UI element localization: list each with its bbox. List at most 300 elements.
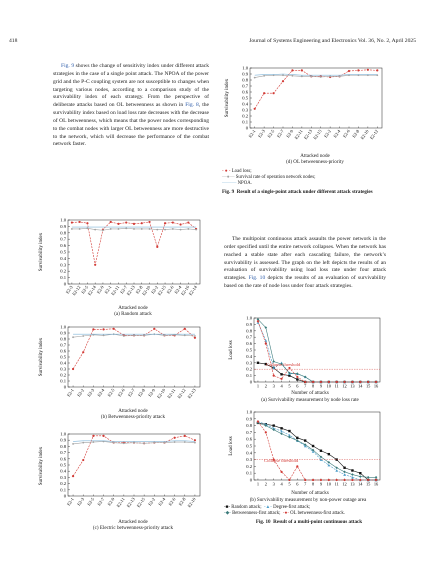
fig9c-xtick-label: E2-9	[106, 496, 116, 507]
fig10a-series-ol-point	[367, 381, 369, 383]
fig9c-series-survival-point	[184, 441, 186, 443]
fig9c-series-load-loss-point	[72, 475, 74, 477]
fig10a-xtick-label: 5	[288, 383, 291, 389]
fig10a-xtick-label: 16	[373, 383, 379, 389]
fig10a-ytick-label: 0.4	[246, 353, 252, 359]
fig10b-xtick-label: 13	[350, 481, 355, 487]
fig10b-frame	[254, 412, 380, 480]
fig10a-plot	[246, 316, 380, 389]
fig9c-xtick-label: E2-5	[86, 496, 96, 507]
fig9a-series-survival-point	[94, 229, 96, 231]
fig9d-ytick-label: 0.4	[242, 101, 248, 107]
fig9d-subcaption: (d) OL betweenness-priority	[286, 159, 344, 165]
fig9c-series-load-loss-point	[92, 435, 94, 437]
fig10a-series-ol-point	[343, 381, 345, 383]
fig9d-ytick-label: 1.0	[242, 65, 248, 71]
fig9a-xtick-label: E2-6	[165, 284, 175, 295]
fig9b-series-survival-point	[82, 335, 84, 337]
fig10b-series-ol-line	[258, 422, 376, 480]
fig10b-series-ol-point	[359, 479, 361, 481]
fig9c-series-load-loss-point	[184, 435, 186, 437]
fig9a-xtick-label: E2-2	[150, 284, 160, 295]
fig10b-series-ol-point	[320, 479, 322, 481]
fig9c-series-load-loss-point	[82, 459, 84, 461]
fig10a-series-ol-line	[258, 321, 376, 382]
fig8-ref-link[interactable]: Fig. 8	[185, 102, 199, 109]
fig10b-series-random-point	[312, 445, 314, 447]
fig9a-series-load-loss-point	[141, 222, 143, 224]
fig9-legend-load-loss: - ● - Load loss;	[222, 169, 252, 174]
fig10b-xtick-label: 8	[311, 481, 315, 487]
fig9-legend-npoa: ——— NPOA.	[222, 181, 252, 186]
fig9b-xtick-label: E2-4	[96, 387, 106, 398]
fig9c-series-survival-point	[143, 442, 145, 444]
fig10a-series-degree-line	[258, 322, 376, 382]
fig9c-ytick-label: 0.2	[60, 481, 66, 487]
fig9c-ytick-label: 1.0	[60, 431, 66, 437]
fig9a-xtick-label: E2-3	[64, 284, 74, 295]
fig10a-series-ol-point	[257, 320, 259, 322]
fig10a-xtick-label: 10	[326, 383, 332, 389]
fig9c-ylabel: Survivability index	[39, 446, 44, 486]
fig9d-series-load-loss-point	[254, 108, 256, 110]
fig9b-series-load-loss-point	[92, 328, 94, 330]
fig9b-xtick-label: E2-11	[166, 387, 177, 400]
fig10b-xtick-label: 14	[358, 481, 363, 487]
fig10b-xtick-label: 5	[288, 481, 291, 487]
fig10a-threshold-label: Collapse threshold	[266, 362, 301, 367]
fig10b-ytick-label: 0.7	[246, 429, 252, 435]
fig9b-xtick-label: E2-13	[186, 387, 197, 400]
fig9c-series-survival-point	[153, 442, 155, 444]
fig10b-ytick-label: 0.2	[246, 463, 252, 469]
fig9c-xlabel: Attacked node	[118, 519, 148, 525]
fig9c-ytick-label: 0.8	[60, 443, 66, 449]
fig10a-series-ol-point	[273, 375, 275, 377]
fig9c-xtick-label: E2-1	[65, 496, 75, 507]
fig9a-series-load-loss-point	[148, 221, 150, 223]
fig9c-series-survival-point	[123, 442, 125, 444]
fig9a-xtick-label: E2-7	[119, 284, 129, 295]
fig10b-xtick-label: 7	[304, 481, 307, 487]
fig9a-series-survival-point	[164, 229, 166, 231]
fig9a-series-survival-point	[133, 228, 135, 230]
fig9a-series-load-loss-point	[164, 222, 166, 224]
fig9c-series-survival-point	[174, 441, 176, 443]
fig9d-series-survival-point	[282, 74, 284, 76]
fig9c-series-survival-point	[82, 442, 84, 444]
fig10b-series-random-point	[280, 427, 282, 429]
fig9c-xtick-label: E2-2	[147, 496, 157, 507]
fig9d-series-load-loss-point	[272, 92, 274, 94]
fig9b-xtick-label: E2-6	[116, 387, 126, 398]
fig9b-ytick-label: 0.7	[60, 342, 66, 348]
fig10b-series-ol-point	[343, 479, 345, 481]
left-text-part1: shows the change of sensitivity index under different attack strategies in the case of a single point attack. The NPOA of the power grid and the P-C coupling system are not susceptible to changes when targeting various nodes, according to a comparison study of the survivability index of each strategy. From the perspective of deliberate attacks based on OL betweenness as shown in	[53, 63, 209, 109]
fig9a-series-load-loss-point	[172, 221, 174, 223]
fig9a-xtick-label: E2-16	[179, 284, 191, 297]
fig10a-xtick-label: 9	[319, 383, 323, 389]
fig10-legend-betweenness: Betweenness-first attack;	[232, 511, 281, 516]
fig9a-series-load-loss-point	[125, 221, 127, 223]
right-text-part2: depicts the results of an evaluation of survivability based on the rate of node loss under four attack strategies.	[224, 275, 386, 290]
fig9a-xtick-label: E2-1	[103, 284, 113, 295]
fig9a-ytick-label: 0.6	[60, 243, 66, 249]
fig9d-xtick-label: E2-9	[285, 128, 295, 139]
fig9c-ytick-label: 0.3	[60, 474, 66, 480]
fig10b-xtick-label: 11	[334, 481, 339, 487]
fig10a-ytick-label: 0.1	[246, 373, 252, 379]
fig9a-chart	[36, 216, 206, 306]
fig10b-xtick-label: 2	[264, 481, 267, 487]
fig9d-xtick-label: E2-7	[275, 128, 285, 139]
fig10a-xtick-label: 1	[256, 383, 260, 389]
fig9b-ytick-label: 0	[63, 384, 66, 390]
fig10b-series-ol-point	[265, 431, 267, 433]
fig9d-xtick-label: E2-6	[341, 128, 351, 139]
fig10a-series-random-point	[257, 362, 259, 364]
fig9b-series-load-loss-point	[153, 328, 155, 330]
fig10b-series-betweenness-point	[280, 432, 283, 435]
fig9a-ytick-label: 0.1	[60, 275, 66, 281]
fig9b-series-survival-point	[123, 335, 125, 337]
fig9d-series-survival-point	[310, 76, 312, 78]
left-text-part2: , the survivability index based on load loss rate decreases with the decrease of OL betweenness, which means that the power nodes corresponding to the combat nodes with larger OL betweenness are more destructive to the network, which will decrease the performance of the combat network faster.	[53, 102, 209, 148]
fig10b-series-betweenness-point	[367, 476, 370, 479]
fig9c-subcaption: (c) Electric betweenness-priority attack	[92, 525, 174, 531]
fig10b-subcaption: (b) Survivability measurement by non-power outage area	[249, 497, 367, 503]
fig10a-series-ol-point	[351, 381, 353, 383]
fig9-caption	[222, 189, 392, 195]
fig10a-ylabel: Load loss	[229, 340, 234, 360]
fig9a-series-load-loss-point	[71, 221, 73, 223]
fig9a-xtick-label: E2-13	[125, 284, 136, 297]
fig10b-xtick-label: 10	[326, 481, 332, 487]
fig9a-xtick-label: E2-4	[173, 284, 183, 295]
fig9d-ytick-label: 0.9	[242, 71, 248, 77]
fig10a-chart	[224, 314, 394, 394]
fig10b-series-ol-point	[367, 479, 369, 481]
fig10b-series-betweenness-point	[343, 471, 346, 474]
fig9-legend-survival: —●— Survival rate of operation network nodes;	[222, 175, 316, 180]
fig10b-ytick-label: 0.3	[246, 457, 252, 463]
fig9d-xtick-label: E2-10	[359, 128, 370, 141]
fig9b-series-load-loss-point	[82, 351, 84, 353]
fig9b-xtick-label: E2-5	[106, 387, 116, 398]
fig10b-series-ol-point	[257, 420, 259, 422]
fig9d-ytick-label: 0.8	[242, 77, 248, 83]
fig10b-series-betweenness-point	[359, 475, 362, 478]
fig9b-series-load-loss-point	[102, 328, 104, 330]
fig9a-series-survival-point	[187, 228, 189, 230]
fig9b-series-survival-point	[164, 335, 166, 337]
fig10b-series-betweenness-line	[258, 423, 376, 477]
fig10a-series-ol-point	[312, 381, 314, 383]
fig9c-ytick-label: 0.9	[60, 437, 66, 443]
fig10-ref-link[interactable]: Fig. 10	[248, 275, 266, 282]
fig10b-series-random-point	[320, 450, 322, 452]
fig10b-series-ol-point	[336, 479, 338, 481]
fig9d-xtick-label: E2-4	[332, 128, 342, 139]
fig9b-xtick-label: E2-10	[156, 387, 167, 400]
fig10b-xtick-label: 12	[342, 481, 347, 487]
fig10a-series-ol-point	[336, 381, 338, 383]
fig9d-xtick-label: E2-11	[293, 128, 304, 141]
fig9a-series-survival-point	[172, 228, 174, 230]
fig9c-ytick-label: 0.5	[60, 462, 66, 468]
fig10a-series-ol-point	[304, 381, 306, 383]
fig10a-xtick-label: 12	[342, 383, 347, 389]
fig9a-series-load-loss-point	[133, 223, 135, 225]
fig9c-xtick-label: E2-13	[125, 496, 136, 509]
fig9d-series-survival-point	[301, 76, 303, 78]
fig9d-ytick-label: 0.2	[242, 113, 248, 119]
fig10b-series-betweenness-point	[351, 473, 354, 476]
fig10a-series-ol-point	[359, 381, 361, 383]
fig10a-ytick-label: 0.3	[246, 360, 252, 366]
fig10b-series-random-point	[296, 437, 298, 439]
fig9b-series-survival-point	[103, 335, 105, 337]
fig9c-xtick-label: E2-4	[157, 496, 167, 507]
fig10a-xtick-label: 11	[334, 383, 339, 389]
fig10a-series-ol-point	[288, 367, 290, 369]
fig9d-series-survival-point	[263, 75, 265, 77]
fig10-legend-ol: OL betweenness-first attack.	[290, 511, 345, 516]
fig10a-ytick-label: 1.0	[246, 315, 252, 321]
fig10b-plot	[246, 410, 380, 487]
fig9a-series-survival-point	[102, 229, 104, 231]
fig9a-xtick-label: E2-14	[86, 284, 97, 297]
fig9d-xtick-label: E2-3	[256, 128, 266, 139]
fig9a-xtick-label: E2-8	[134, 284, 144, 295]
fig10a-series-ol-point	[328, 381, 330, 383]
fig10b-series-ol-point	[351, 479, 353, 481]
fig9b-ytick-label: 0.9	[60, 330, 66, 336]
fig9a-xtick-label: E2-9	[95, 284, 105, 295]
fig10b-series-ol-point	[296, 465, 298, 467]
fig10b-xtick-label: 6	[296, 481, 299, 487]
fig9a-series-survival-point	[79, 228, 81, 230]
fig9d-ylabel: Survivability index	[225, 78, 230, 118]
fig10b-xtick-label: 16	[373, 481, 379, 487]
fig9a-ytick-label: 0	[63, 281, 66, 287]
fig9d-series-survival-point	[320, 76, 322, 78]
fig10b-series-ol-point	[312, 479, 314, 481]
fig9a-ytick-label: 0.4	[60, 255, 66, 261]
fig9-legend	[222, 169, 392, 187]
fig9b-subcaption: (b) Betweenness-priority attack	[100, 414, 166, 420]
fig9d-plot	[242, 66, 382, 141]
fig9b-ytick-label: 0.1	[60, 378, 66, 384]
fig10-legend-row2: -◆- Betweenness-first attack; -●- OL betweenness-first attack.	[224, 511, 345, 516]
fig10a-xtick-label: 8	[311, 383, 315, 389]
fig10b-series-betweenness-point	[375, 476, 378, 479]
fig9b-ytick-label: 0.5	[60, 354, 66, 360]
fig9a-xtick-label: E2-14	[187, 284, 198, 297]
fig9c-ytick-label: 0.6	[60, 456, 66, 462]
fig9c-xtick-label: E2-7	[96, 496, 106, 507]
fig9d-series-load-loss-point	[376, 69, 378, 71]
fig10a-ytick-label: 0.8	[246, 328, 252, 334]
fig10a-series-random-point	[296, 378, 298, 380]
fig9d-series-survival-point	[254, 77, 256, 79]
fig10a-ytick-label: 0.5	[246, 347, 252, 353]
fig10-legend-row1: -■- Random attack; -▲- Degree-first attack;	[224, 505, 311, 510]
fig10a-series-ol-point	[296, 376, 298, 378]
fig10a-ytick-label: 0.9	[246, 321, 252, 327]
fig9-ref-link[interactable]: Fig. 9	[61, 63, 75, 69]
fig9d-series-load-loss-point	[357, 69, 359, 71]
fig9c-series-survival-point	[92, 441, 94, 443]
fig9a-ytick-label: 0.5	[60, 249, 66, 255]
fig10b-series-ol-point	[328, 479, 330, 481]
fig9a-subcaption: (a) Random attack	[114, 311, 152, 317]
fig9-caption-text: Result of a single-point attack under different attack strategies	[236, 189, 373, 195]
fig10a-ytick-label: 0.2	[246, 366, 252, 372]
fig9c-xtick-label: E2-11	[115, 496, 126, 509]
fig9c-series-load-loss-point	[174, 437, 176, 439]
fig10b-series-ol-point	[304, 479, 306, 481]
fig9a-xtick-label: E2-11	[110, 284, 121, 297]
fig9c-series-survival-point	[72, 443, 74, 445]
fig9c-series-survival-point	[164, 442, 166, 444]
fig9d-series-load-loss-point	[263, 92, 265, 94]
fig10b-series-random-point	[304, 439, 306, 441]
fig9c-plot	[60, 432, 200, 509]
fig9d-series-survival-point	[292, 75, 294, 77]
fig9b-series-load-loss-point	[113, 328, 115, 330]
fig9d-xtick-label: E2-1	[247, 128, 257, 139]
fig9d-ytick-label: 0.3	[242, 107, 248, 113]
fig9a-series-survival-point	[156, 229, 158, 231]
fig9d-ytick-label: 0.1	[242, 119, 248, 125]
fig10a-ytick-label: 0.6	[246, 341, 252, 347]
fig10a-xtick-label: 2	[264, 383, 267, 389]
fig9d-series-load-loss-point	[301, 69, 303, 71]
fig10b-series-ol-point	[375, 479, 377, 481]
fig9b-series-survival-point	[133, 335, 135, 337]
fig9a-ytick-label: 0.9	[60, 223, 66, 229]
fig9b-chart	[36, 323, 206, 409]
fig9a-ytick-label: 0.2	[60, 268, 66, 274]
fig9c-ytick-label: 0.4	[60, 468, 66, 474]
fig10-legend-random: Random attack;	[231, 505, 262, 510]
fig9c-series-survival-point	[113, 442, 115, 444]
fig9b-plot	[60, 325, 200, 400]
fig10b-threshold-label: Collapse threshold	[264, 458, 299, 463]
fig9b-ytick-label: 0.8	[60, 336, 66, 342]
fig10a-xtick-label: 3	[272, 383, 275, 389]
fig9a-plot	[60, 218, 200, 297]
fig10a-subcaption: (a) Survivability measurement by node loss rate	[261, 397, 359, 403]
fig9a-xtick-label: E2-15	[156, 284, 167, 297]
fig9d-xtick-label: E2-13	[302, 128, 314, 141]
fig10b-ytick-label: 0.6	[246, 436, 252, 442]
fig9c-xtick-label: E2-8	[177, 496, 187, 507]
fig10a-series-ol-point	[280, 378, 282, 380]
fig9b-xtick-label: E2-12	[176, 387, 187, 400]
fig9a-series-load-loss-point	[156, 246, 158, 248]
fig10b-xtick-label: 15	[365, 481, 371, 487]
fig9d-ytick-label: 0.7	[242, 83, 248, 89]
fig10b-series-ol-point	[280, 471, 282, 473]
fig10b-series-ol-point	[288, 479, 290, 481]
fig10a-xtick-label: 13	[350, 383, 355, 389]
fig9b-ylabel: Survivability index	[39, 337, 44, 377]
fig10b-series-random-point	[328, 453, 330, 455]
fig10b-ytick-label: 0.4	[246, 450, 252, 456]
fig9b-xtick-label: E2-3	[86, 387, 96, 398]
journal-header: Journal of Systems Engineering and Electronics Vol. 36, No. 2, April 2025	[249, 38, 416, 44]
fig9d-xtick-label: E2-5	[266, 128, 276, 139]
fig9a-ytick-label: 1.0	[60, 217, 66, 223]
fig10b-xtick-label: 4	[280, 481, 283, 487]
fig10a-series-betweenness-line	[258, 319, 376, 382]
fig9a-series-load-loss-point	[94, 264, 96, 266]
fig10b-ytick-label: 0	[249, 477, 252, 483]
fig9a-ytick-label: 0.3	[60, 262, 66, 268]
fig9b-series-survival-point	[143, 335, 145, 337]
fig10b-series-random-point	[288, 430, 290, 432]
page-number: 418	[9, 38, 18, 44]
fig10a-series-ol-point	[375, 381, 377, 383]
fig9a-series-survival-point	[180, 229, 182, 231]
fig10b-series-degree-point	[335, 469, 338, 472]
fig9a-xtick-label: E2-12	[71, 284, 82, 297]
fig10a-xtick-label: 7	[304, 383, 307, 389]
fig9b-ytick-label: 0.2	[60, 372, 66, 378]
fig9d-series-load-loss-point	[367, 69, 369, 71]
fig10a-xtick-label: 15	[365, 383, 371, 389]
fig10-legend	[224, 505, 394, 517]
fig10-caption-text: Result of a multi-point continuous attack	[273, 519, 363, 525]
fig9b-xtick-label: E2-8	[136, 387, 146, 398]
fig9d-xlabel: Attacked node	[300, 153, 330, 159]
fig9b-series-load-loss-point	[184, 328, 186, 330]
fig9b-series-survival-point	[194, 335, 196, 337]
fig10a-ytick-label: 0	[249, 379, 252, 385]
fig9a-series-survival-point	[125, 227, 127, 229]
fig10b-series-random-line	[258, 423, 376, 480]
fig9d-xtick-label: E2-8	[351, 128, 361, 139]
fig9b-series-load-loss-point	[194, 337, 196, 339]
fig10a-series-ol-point	[320, 381, 322, 383]
fig9c-ytick-label: 0	[63, 493, 66, 499]
fig9a-series-survival-point	[141, 228, 143, 230]
fig9d-xtick-label: E2-2	[322, 128, 332, 139]
fig9c-xtick-label: E2-15	[135, 496, 146, 509]
fig9a-series-load-loss-point	[187, 221, 189, 223]
fig9b-xtick-label: E2-1	[65, 387, 75, 398]
fig10-caption	[224, 519, 394, 525]
fig9a-series-survival-point	[87, 227, 89, 229]
fig9d-series-load-loss-point	[348, 70, 350, 72]
fig9c-series-survival-point	[133, 442, 135, 444]
fig9a-xlabel: Attacked node	[118, 305, 148, 311]
fig10a-frame	[254, 318, 380, 382]
fig9d-ytick-label: 0	[245, 125, 248, 131]
fig9b-xtick-label: E2-2	[76, 387, 86, 398]
fig9a-xtick-label: E2-5	[80, 284, 90, 295]
fig10b-xlabel: Number of attacks	[291, 490, 329, 496]
fig10b-series-random-point	[359, 472, 361, 474]
fig10b-xtick-label: 9	[319, 481, 323, 487]
fig9a-series-load-loss-point	[110, 221, 112, 223]
fig9a-series-survival-point	[195, 229, 197, 231]
fig9b-xtick-label: E2-9	[147, 387, 157, 398]
fig9b-series-load-loss-point	[72, 368, 74, 370]
fig10b-ytick-label: 0.1	[246, 470, 252, 476]
